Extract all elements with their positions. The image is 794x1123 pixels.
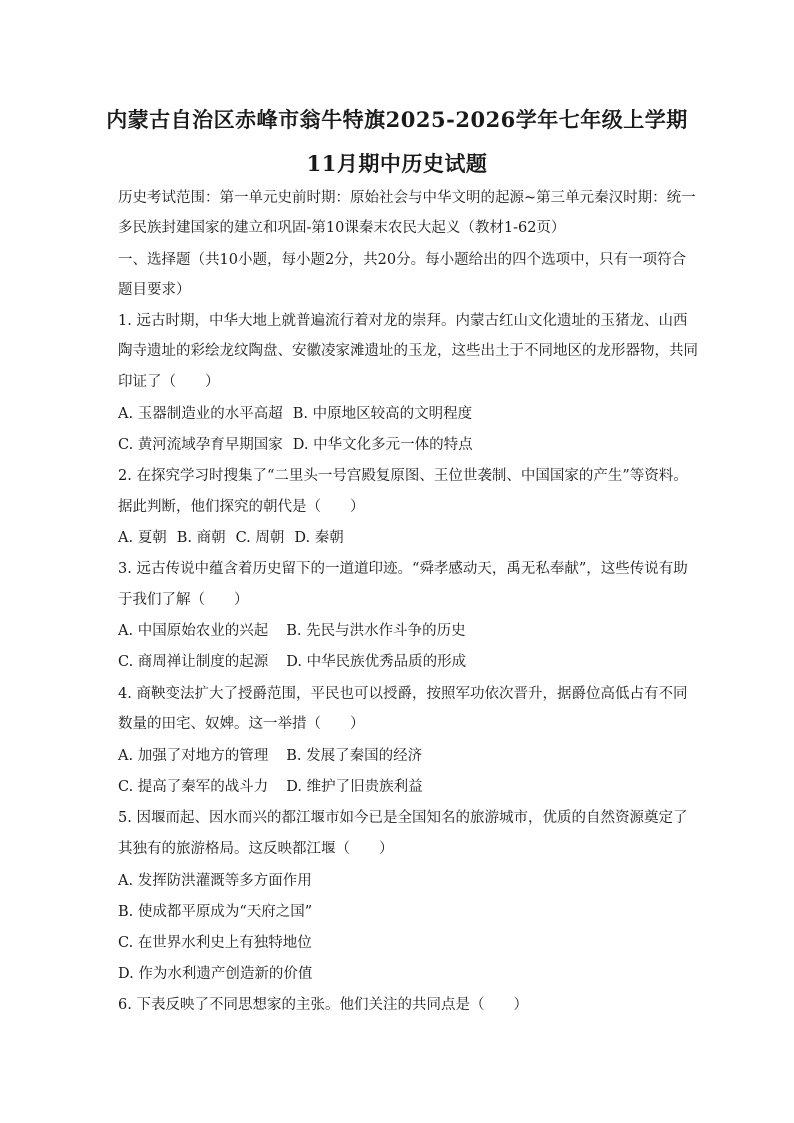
question-4-stem-line2: 数量的田宅、奴婢。这一举措（ ） xyxy=(118,716,365,732)
question-1-option-b[interactable]: B. 中原地区较高的文明程度 xyxy=(292,406,473,422)
exam-title-line2: 11月期中历史试题 xyxy=(306,151,488,176)
question-5-option-a[interactable]: A. 发挥防洪灌溉等多方面作用 xyxy=(118,873,312,889)
question-2-options-row1 xyxy=(118,528,344,548)
question-3-options-row2 xyxy=(118,652,466,672)
question-2-option-b[interactable]: B. 商朝 xyxy=(176,530,226,546)
section-heading-line2: 题目要求） xyxy=(118,282,191,298)
question-3-options-row1 xyxy=(118,621,466,641)
question-1-options-row1 xyxy=(118,404,472,424)
question-3-option-b[interactable]: B. 先民与洪水作斗争的历史 xyxy=(286,623,466,639)
exam-scope-line2: 多民族封建国家的建立和巩固-第10课秦末农民大起义（教材1-62页） xyxy=(118,220,566,236)
question-4-options-row1 xyxy=(118,746,422,766)
question-5-stem-line1: 5. 因堰而起、因水而兴的都江堰市如今已是全国知名的旅游城市，优质的自然资源奠定了 xyxy=(118,810,688,826)
question-1-stem-line2: 陶寺遗址的彩绘龙纹陶盘、安徽凌家滩遗址的玉龙，这些出土于不同地区的龙形器物，共同 xyxy=(118,343,698,359)
question-4-option-c[interactable]: C. 提高了秦军的战斗力 xyxy=(118,779,269,795)
question-4-stem-line1: 4. 商鞅变法扩大了授爵范围，平民也可以授爵，按照军功依次晋升，据爵位高低占有不同 xyxy=(118,686,688,702)
question-2-stem-line1: 2. 在探究学习时搜集了“二里头一号宫殿复原图、王位世袭制、中国国家的产生”等资料。 xyxy=(118,468,688,484)
exam-title-line1: 内蒙古自治区赤峰市翁牛特旗2025-2026学年七年级上学期 xyxy=(106,107,688,132)
question-1-options-row2 xyxy=(118,435,473,455)
question-5-option-b[interactable]: B. 使成都平原成为“天府之国” xyxy=(118,904,313,920)
question-2-option-a[interactable]: A. 夏朝 xyxy=(118,530,167,546)
section-heading-line1: 一、选择题（共10小题，每小题2分，共20分。每小题给出的四个选项中，只有一项符合 xyxy=(118,252,687,268)
question-1-stem-line1: 1. 远古时期，中华大地上就普遍流行着对龙的崇拜。内蒙古红山文化遗址的玉猪龙、山西 xyxy=(118,313,688,329)
question-1-stem-line3: 印证了（ ） xyxy=(118,374,220,390)
question-4-option-a[interactable]: A. 加强了对地方的管理 xyxy=(118,748,269,764)
question-3-option-c[interactable]: C. 商周禅让制度的起源 xyxy=(118,654,269,670)
question-1-option-a[interactable]: A. 玉器制造业的水平高超 xyxy=(118,406,283,422)
question-3-stem-line2: 于我们了解（ ） xyxy=(118,592,249,608)
question-4-option-b[interactable]: B. 发展了秦国的经济 xyxy=(286,748,423,764)
question-3-option-a[interactable]: A. 中国原始农业的兴起 xyxy=(118,623,269,639)
question-5-option-d[interactable]: D. 作为水利遗产创造新的价值 xyxy=(118,966,313,982)
question-2-option-d[interactable]: D. 秦朝 xyxy=(294,530,344,546)
question-3-option-d[interactable]: D. 中华民族优秀品质的形成 xyxy=(286,654,467,670)
question-4-options-row2 xyxy=(118,777,423,797)
exam-scope-line1: 历史考试范围：第一单元史前时期：原始社会与中华文明的起源~第三单元秦汉时期：统一 xyxy=(118,190,696,206)
question-2-stem-line2: 据此判断，他们探究的朝代是（ ） xyxy=(118,499,365,515)
question-5-stem-line2: 其独有的旅游格局。这反映都江堰（ ） xyxy=(118,841,394,857)
question-6-stem-line1: 6. 下表反映了不同思想家的主张。他们关注的共同点是（ ） xyxy=(118,997,528,1013)
question-2-option-c[interactable]: C. 周朝 xyxy=(235,530,285,546)
question-5-option-c[interactable]: C. 在世界水利史上有独特地位 xyxy=(118,935,312,951)
question-4-option-d[interactable]: D. 维护了旧贵族利益 xyxy=(286,779,423,795)
question-1-option-c[interactable]: C. 黄河流域孕育早期国家 xyxy=(118,437,283,453)
question-3-stem-line1: 3. 远古传说中蕴含着历史留下的一道道印迹。“舜孝感动天，禹无私奉献”，这些传说有助 xyxy=(118,561,688,577)
question-1-option-d[interactable]: D. 中华文化多元一体的特点 xyxy=(292,437,473,453)
